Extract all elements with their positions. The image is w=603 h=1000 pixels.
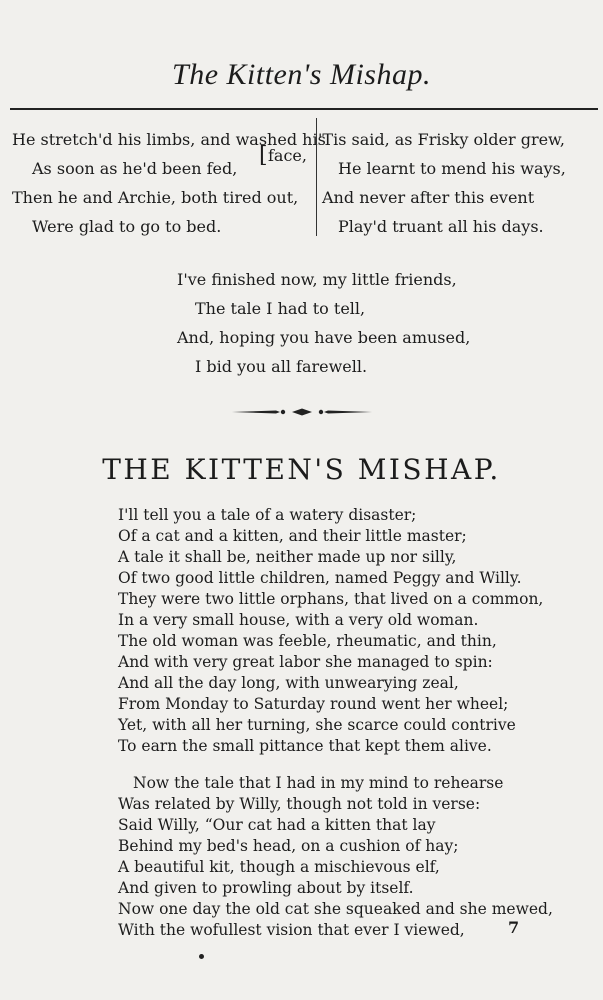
poem-line: And given to prowling about by itself. [118,879,414,897]
poem-line: Was related by Willy, though not told in verse: [118,795,481,813]
poem-line: A beautiful kit, though a mischievous elf, [118,858,440,876]
left-verse-overflow: face, [268,146,307,165]
poem-line: The old woman was feeble, rheumatic, and thin, [118,632,497,650]
poem-line: Of two good little children, named Peggy and Willy. [118,569,522,587]
right-verse-line: Play'd truant all his days. [338,217,544,236]
poem-line: Yet, with all her turning, she scarce could contrive [118,716,516,734]
poem-line: They were two little orphans, that lived on a common, [118,590,544,608]
closing-stanza-line: I've finished now, my little friends, [177,270,457,289]
left-verse-line: He stretch'd his limbs, and washed his [12,130,326,149]
poem-line: And with very great labor she managed to spin: [118,653,493,671]
closing-stanza-line: And, hoping you have been amused, [177,328,471,347]
closing-stanza-line: I bid you all farewell. [195,357,368,376]
poem-line: A tale it shall be, neither made up nor silly, [118,548,457,566]
poem-line: And all the day long, with unwearying zeal, [118,674,459,692]
poem-line: Now the tale that I had in my mind to rehearse [133,774,504,792]
poem-line: To earn the small pittance that kept them alive. [118,737,492,755]
right-verse-line: He learnt to mend his ways, [338,159,566,178]
poem-line: Of a cat and a kitten, and their little master; [118,527,467,545]
page-number: 7 [508,918,520,937]
right-verse-line: And never after this event [322,188,535,207]
left-verse-line: Were glad to go to bed. [32,217,222,236]
print-speck [199,954,204,959]
poem-line: With the wofullest vision that ever I viewed, [118,921,465,939]
poem-line: Now one day the old cat she squeaked and she mewed, [118,900,553,918]
overflow-bracket: [ [259,143,268,168]
poem-line: Behind my bed's head, on a cushion of hay; [118,837,459,855]
poem-title: THE KITTEN'S MISHAP. [102,453,501,486]
poem-line: Said Willy, “Our cat had a kitten that lay [118,816,436,834]
right-verse-line: 'Tis said, as Frisky older grew, [318,130,565,149]
column-divider [316,118,317,236]
header-rule [10,108,598,110]
poem-line: From Monday to Saturday round went her wheel; [118,695,509,713]
poem-line: In a very small house, with a very old woman. [118,611,479,629]
closing-stanza-line: The tale I had to tell, [195,299,366,318]
left-verse-line: As soon as he'd been fed, [32,159,238,178]
ornamental-divider [232,404,372,420]
left-verse-line: Then he and Archie, both tired out, [12,188,299,207]
running-head: The Kitten's Mishap. [172,58,431,91]
poem-line: I'll tell you a tale of a watery disaster; [118,506,417,524]
